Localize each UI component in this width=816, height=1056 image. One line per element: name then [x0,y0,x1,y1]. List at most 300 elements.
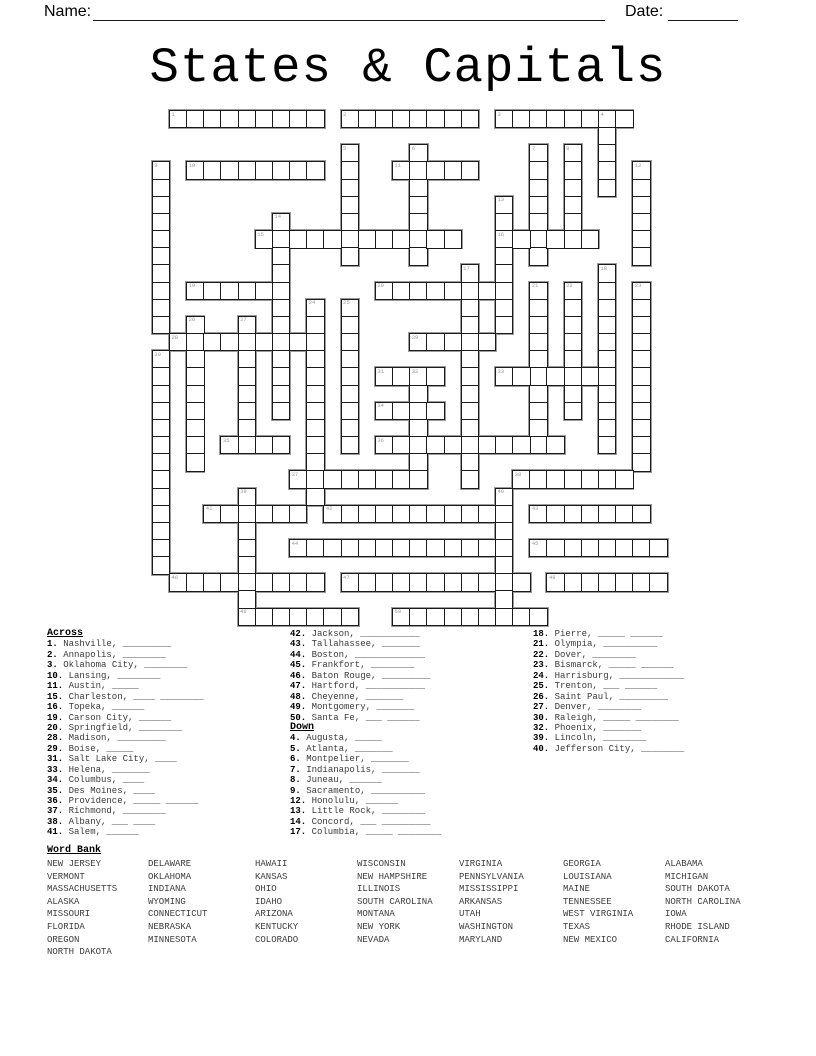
grid-cell[interactable] [358,573,376,591]
grid-cell[interactable] [220,282,238,300]
grid-cell[interactable] [461,282,479,300]
grid-cell[interactable] [632,453,650,471]
grid-cell[interactable] [375,110,393,128]
grid-cell[interactable] [409,247,427,265]
grid-cell[interactable] [375,436,393,454]
grid-cell[interactable] [306,110,324,128]
grid-cell[interactable] [186,316,204,334]
grid-cell[interactable] [341,161,359,179]
grid-cell[interactable] [409,282,427,300]
grid-cell[interactable] [152,453,170,471]
grid-cell[interactable] [409,436,427,454]
grid-cell[interactable] [323,470,341,488]
grid-cell[interactable] [615,110,633,128]
grid-cell[interactable] [529,196,547,214]
grid-cell[interactable] [598,470,616,488]
grid-cell[interactable] [341,144,359,162]
grid-cell[interactable] [529,436,547,454]
grid-cell[interactable] [220,573,238,591]
grid-cell[interactable] [272,299,290,317]
grid-cell[interactable] [461,402,479,420]
grid-cell[interactable] [426,436,444,454]
grid-cell[interactable] [461,110,479,128]
grid-cell[interactable] [238,573,256,591]
grid-cell[interactable] [444,110,462,128]
grid-cell[interactable] [272,161,290,179]
grid-cell[interactable] [478,608,496,626]
grid-cell[interactable] [306,436,324,454]
grid-cell[interactable] [323,230,341,248]
grid-cell[interactable] [546,505,564,523]
date-blank-line[interactable] [668,4,738,21]
grid-cell[interactable] [512,608,530,626]
grid-cell[interactable] [461,367,479,385]
grid-cell[interactable] [461,470,479,488]
grid-cell[interactable] [409,110,427,128]
grid-cell[interactable] [255,608,273,626]
grid-cell[interactable] [255,161,273,179]
grid-cell[interactable] [392,367,410,385]
grid-cell[interactable] [444,230,462,248]
grid-cell[interactable] [598,282,616,300]
grid-cell[interactable] [581,367,599,385]
grid-cell[interactable] [495,367,513,385]
grid-cell[interactable] [632,539,650,557]
grid-cell[interactable] [564,385,582,403]
grid-cell[interactable] [564,282,582,300]
grid-cell[interactable] [306,161,324,179]
grid-cell[interactable] [341,539,359,557]
grid-cell[interactable] [546,230,564,248]
grid-cell[interactable] [152,522,170,540]
grid-cell[interactable] [444,505,462,523]
grid-cell[interactable] [546,110,564,128]
grid-cell[interactable] [478,282,496,300]
grid-cell[interactable] [564,539,582,557]
grid-cell[interactable] [341,247,359,265]
grid-cell[interactable] [203,161,221,179]
grid-cell[interactable] [358,539,376,557]
grid-cell[interactable] [564,333,582,351]
grid-cell[interactable] [529,299,547,317]
grid-cell[interactable] [632,419,650,437]
grid-cell[interactable] [632,505,650,523]
grid-cell[interactable] [478,333,496,351]
grid-cell[interactable] [255,333,273,351]
grid-cell[interactable] [358,230,376,248]
grid-cell[interactable] [426,505,444,523]
grid-cell[interactable] [632,247,650,265]
grid-cell[interactable] [409,608,427,626]
grid-cell[interactable] [392,436,410,454]
grid-cell[interactable] [306,299,324,317]
grid-cell[interactable] [581,470,599,488]
grid-cell[interactable] [564,144,582,162]
grid-cell[interactable] [341,419,359,437]
grid-cell[interactable] [461,573,479,591]
grid-cell[interactable] [426,367,444,385]
grid-cell[interactable] [564,161,582,179]
grid-cell[interactable] [598,539,616,557]
grid-cell[interactable] [529,316,547,334]
grid-cell[interactable] [546,436,564,454]
grid-cell[interactable] [186,333,204,351]
grid-cell[interactable] [392,608,410,626]
grid-cell[interactable] [426,161,444,179]
grid-cell[interactable] [529,608,547,626]
grid-cell[interactable] [598,264,616,282]
grid-cell[interactable] [495,608,513,626]
grid-cell[interactable] [306,608,324,626]
grid-cell[interactable] [598,179,616,197]
grid-cell[interactable] [564,110,582,128]
grid-cell[interactable] [272,230,290,248]
grid-cell[interactable] [323,608,341,626]
grid-cell[interactable] [529,213,547,231]
grid-cell[interactable] [152,179,170,197]
grid-cell[interactable] [529,402,547,420]
grid-cell[interactable] [564,505,582,523]
grid-cell[interactable] [564,316,582,334]
grid-cell[interactable] [615,573,633,591]
grid-cell[interactable] [564,367,582,385]
grid-cell[interactable] [529,247,547,265]
grid-cell[interactable] [564,470,582,488]
grid-cell[interactable] [306,470,324,488]
grid-cell[interactable] [272,505,290,523]
grid-cell[interactable] [341,110,359,128]
grid-cell[interactable] [238,488,256,506]
grid-cell[interactable] [461,385,479,403]
grid-cell[interactable] [358,470,376,488]
grid-cell[interactable] [203,333,221,351]
grid-cell[interactable] [238,316,256,334]
grid-cell[interactable] [495,213,513,231]
grid-cell[interactable] [341,196,359,214]
grid-cell[interactable] [306,230,324,248]
grid-cell[interactable] [152,213,170,231]
grid-cell[interactable] [478,436,496,454]
grid-cell[interactable] [392,161,410,179]
grid-cell[interactable] [409,230,427,248]
grid-cell[interactable] [461,436,479,454]
grid-cell[interactable] [495,264,513,282]
grid-cell[interactable] [375,573,393,591]
grid-cell[interactable] [444,608,462,626]
grid-cell[interactable] [289,161,307,179]
grid-cell[interactable] [615,539,633,557]
grid-cell[interactable] [272,110,290,128]
grid-cell[interactable] [529,230,547,248]
grid-cell[interactable] [392,110,410,128]
grid-cell[interactable] [238,402,256,420]
grid-cell[interactable] [632,230,650,248]
grid-cell[interactable] [478,505,496,523]
grid-cell[interactable] [186,110,204,128]
grid-cell[interactable] [152,282,170,300]
grid-cell[interactable] [238,608,256,626]
grid-cell[interactable] [426,230,444,248]
grid-cell[interactable] [564,299,582,317]
grid-cell[interactable] [598,573,616,591]
grid-cell[interactable] [169,573,187,591]
grid-cell[interactable] [409,196,427,214]
grid-cell[interactable] [426,402,444,420]
grid-cell[interactable] [546,573,564,591]
grid-cell[interactable] [272,282,290,300]
grid-cell[interactable] [409,144,427,162]
grid-cell[interactable] [341,299,359,317]
grid-cell[interactable] [409,161,427,179]
grid-cell[interactable] [495,230,513,248]
grid-cell[interactable] [152,470,170,488]
grid-cell[interactable] [529,179,547,197]
grid-cell[interactable] [289,230,307,248]
grid-cell[interactable] [306,333,324,351]
grid-cell[interactable] [272,247,290,265]
grid-cell[interactable] [632,402,650,420]
grid-cell[interactable] [598,436,616,454]
grid-cell[interactable] [409,505,427,523]
grid-cell[interactable] [323,539,341,557]
grid-cell[interactable] [238,282,256,300]
grid-cell[interactable] [272,316,290,334]
grid-cell[interactable] [632,196,650,214]
grid-cell[interactable] [495,247,513,265]
grid-cell[interactable] [220,436,238,454]
grid-cell[interactable] [461,161,479,179]
grid-cell[interactable] [426,573,444,591]
grid-cell[interactable] [444,573,462,591]
grid-cell[interactable] [238,590,256,608]
grid-cell[interactable] [289,333,307,351]
grid-cell[interactable] [529,350,547,368]
grid-cell[interactable] [186,402,204,420]
grid-cell[interactable] [598,316,616,334]
grid-cell[interactable] [255,230,273,248]
grid-cell[interactable] [306,573,324,591]
grid-cell[interactable] [495,522,513,540]
grid-cell[interactable] [632,436,650,454]
grid-cell[interactable] [409,385,427,403]
grid-cell[interactable] [186,419,204,437]
grid-cell[interactable] [375,505,393,523]
grid-cell[interactable] [392,230,410,248]
grid-cell[interactable] [358,505,376,523]
grid-cell[interactable] [632,161,650,179]
grid-cell[interactable] [495,196,513,214]
grid-cell[interactable] [375,230,393,248]
grid-cell[interactable] [255,110,273,128]
grid-cell[interactable] [632,367,650,385]
grid-cell[interactable] [341,573,359,591]
grid-cell[interactable] [598,333,616,351]
grid-cell[interactable] [323,505,341,523]
grid-cell[interactable] [598,419,616,437]
grid-cell[interactable] [598,144,616,162]
grid-cell[interactable] [632,350,650,368]
grid-cell[interactable] [409,213,427,231]
grid-cell[interactable] [272,385,290,403]
grid-cell[interactable] [289,539,307,557]
grid-cell[interactable] [341,385,359,403]
grid-cell[interactable] [152,247,170,265]
grid-cell[interactable] [478,573,496,591]
grid-cell[interactable] [152,488,170,506]
grid-cell[interactable] [426,110,444,128]
grid-cell[interactable] [152,230,170,248]
grid-cell[interactable] [341,470,359,488]
grid-cell[interactable] [152,316,170,334]
grid-cell[interactable] [512,230,530,248]
grid-cell[interactable] [272,264,290,282]
grid-cell[interactable] [409,470,427,488]
grid-cell[interactable] [564,350,582,368]
grid-cell[interactable] [255,573,273,591]
grid-cell[interactable] [272,573,290,591]
grid-cell[interactable] [341,505,359,523]
grid-cell[interactable] [529,110,547,128]
grid-cell[interactable] [581,573,599,591]
grid-cell[interactable] [564,179,582,197]
grid-cell[interactable] [392,505,410,523]
grid-cell[interactable] [598,299,616,317]
grid-cell[interactable] [289,110,307,128]
grid-cell[interactable] [289,470,307,488]
grid-cell[interactable] [495,573,513,591]
grid-cell[interactable] [529,282,547,300]
grid-cell[interactable] [426,333,444,351]
grid-cell[interactable] [632,299,650,317]
grid-cell[interactable] [152,505,170,523]
grid-cell[interactable] [598,127,616,145]
grid-cell[interactable] [186,350,204,368]
grid-cell[interactable] [238,367,256,385]
grid-cell[interactable] [495,539,513,557]
grid-cell[interactable] [632,316,650,334]
grid-cell[interactable] [255,436,273,454]
grid-cell[interactable] [375,367,393,385]
grid-cell[interactable] [341,230,359,248]
grid-cell[interactable] [529,470,547,488]
grid-cell[interactable] [529,385,547,403]
grid-cell[interactable] [495,110,513,128]
grid-cell[interactable] [529,367,547,385]
grid-cell[interactable] [598,110,616,128]
grid-cell[interactable] [306,350,324,368]
grid-cell[interactable] [495,505,513,523]
grid-cell[interactable] [392,573,410,591]
grid-cell[interactable] [461,453,479,471]
grid-cell[interactable] [581,110,599,128]
grid-cell[interactable] [409,539,427,557]
grid-cell[interactable] [495,316,513,334]
grid-cell[interactable] [306,385,324,403]
grid-cell[interactable] [529,161,547,179]
grid-cell[interactable] [255,282,273,300]
grid-cell[interactable] [152,436,170,454]
grid-cell[interactable] [375,539,393,557]
grid-cell[interactable] [444,333,462,351]
grid-cell[interactable] [238,419,256,437]
grid-cell[interactable] [238,333,256,351]
grid-cell[interactable] [444,539,462,557]
grid-cell[interactable] [169,110,187,128]
grid-cell[interactable] [564,196,582,214]
grid-cell[interactable] [426,608,444,626]
grid-cell[interactable] [461,505,479,523]
grid-cell[interactable] [220,505,238,523]
grid-cell[interactable] [203,110,221,128]
grid-cell[interactable] [461,264,479,282]
grid-cell[interactable] [152,539,170,557]
grid-cell[interactable] [409,333,427,351]
grid-cell[interactable] [478,539,496,557]
grid-cell[interactable] [289,573,307,591]
grid-cell[interactable] [358,110,376,128]
grid-cell[interactable] [632,573,650,591]
grid-cell[interactable] [426,539,444,557]
grid-cell[interactable] [581,539,599,557]
grid-cell[interactable] [529,144,547,162]
grid-cell[interactable] [581,505,599,523]
grid-cell[interactable] [272,350,290,368]
grid-cell[interactable] [272,333,290,351]
grid-cell[interactable] [598,505,616,523]
grid-cell[interactable] [512,110,530,128]
grid-cell[interactable] [186,282,204,300]
grid-cell[interactable] [598,367,616,385]
grid-cell[interactable] [203,282,221,300]
grid-cell[interactable] [409,402,427,420]
grid-cell[interactable] [341,436,359,454]
grid-cell[interactable] [272,367,290,385]
grid-cell[interactable] [632,333,650,351]
grid-cell[interactable] [341,402,359,420]
grid-cell[interactable] [392,539,410,557]
grid-cell[interactable] [409,419,427,437]
grid-cell[interactable] [392,402,410,420]
grid-cell[interactable] [461,316,479,334]
grid-cell[interactable] [546,367,564,385]
grid-cell[interactable] [529,333,547,351]
grid-cell[interactable] [512,436,530,454]
grid-cell[interactable] [306,367,324,385]
grid-cell[interactable] [238,161,256,179]
grid-cell[interactable] [564,402,582,420]
grid-cell[interactable] [238,385,256,403]
grid-cell[interactable] [375,282,393,300]
grid-cell[interactable] [444,436,462,454]
grid-cell[interactable] [341,367,359,385]
grid-cell[interactable] [461,539,479,557]
grid-cell[interactable] [152,196,170,214]
grid-cell[interactable] [512,470,530,488]
grid-cell[interactable] [203,505,221,523]
grid-cell[interactable] [529,539,547,557]
grid-cell[interactable] [186,385,204,403]
grid-cell[interactable] [426,282,444,300]
grid-cell[interactable] [186,453,204,471]
grid-cell[interactable] [272,608,290,626]
grid-cell[interactable] [632,385,650,403]
grid-cell[interactable] [306,488,324,506]
grid-cell[interactable] [461,419,479,437]
grid-cell[interactable] [564,230,582,248]
grid-cell[interactable] [529,505,547,523]
grid-cell[interactable] [461,350,479,368]
grid-cell[interactable] [152,419,170,437]
